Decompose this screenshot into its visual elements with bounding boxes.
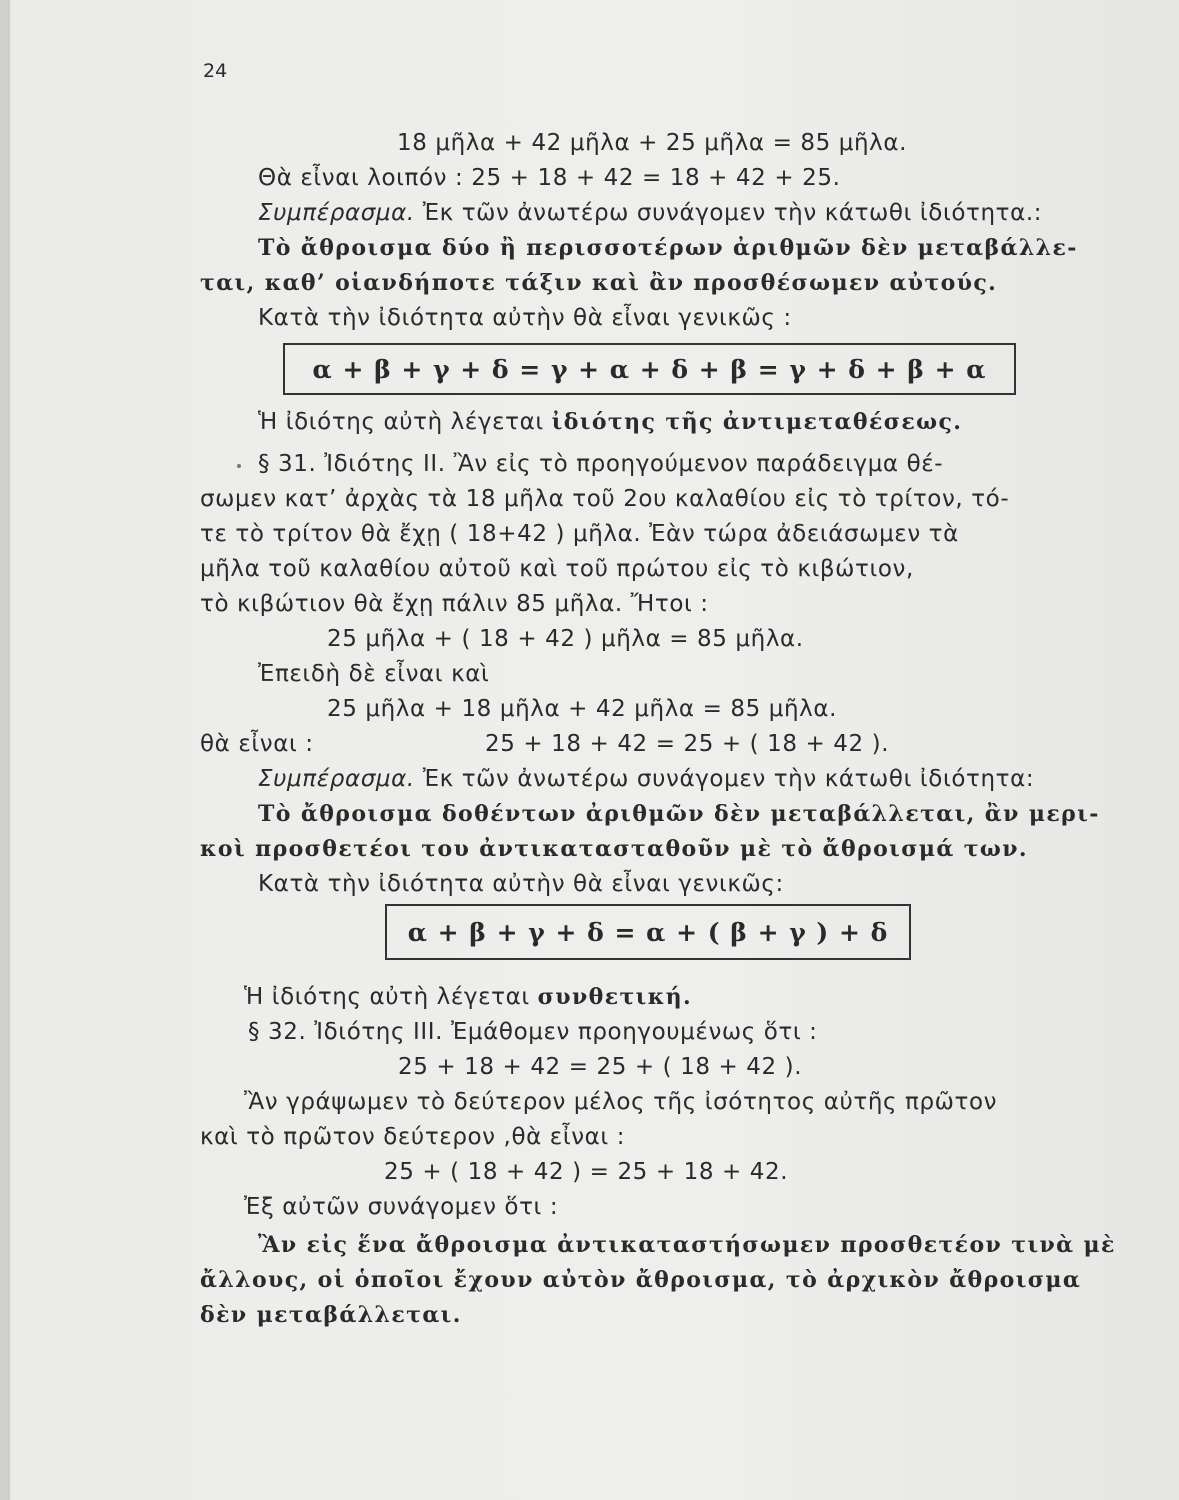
property-name-commutative: ἰδιότης τῆς ἀντιμεταθέσεως. xyxy=(551,409,963,435)
section-31-since: Ἐπειδὴ δὲ εἶναι καὶ xyxy=(258,661,490,687)
section-31-will-be: θὰ εἶναι : xyxy=(200,731,314,757)
general-intro-2: Κατὰ τὴν ἰδιότητα αὐτὴν θὰ εἶναι γενικῶς: xyxy=(258,871,784,897)
section-31-line-5: τὸ κιβώτιον θὰ ἔχῃ πάλιν 85 μῆλα. Ἤτοι : xyxy=(200,591,709,617)
page-number: 24 xyxy=(203,60,228,82)
section-32-heading: § 32. Ἰδιότης ΙΙΙ. xyxy=(248,1019,444,1045)
section-31-equation-1: 25 μῆλα + ( 18 + 42 ) μῆλα = 85 μῆλα. xyxy=(327,626,804,652)
property-name-prefix-2: Ἡ ἰδιότης αὐτὴ λέγεται xyxy=(244,984,538,1010)
section-32-line-2: Ἂν γράψωμεν τὸ δεύτερον μέλος τῆς ἰσότητος αὐτῆς πρῶτον xyxy=(244,1089,998,1115)
section-32-equation-1: 25 + 18 + 42 = 25 + ( 18 + 42 ). xyxy=(398,1054,803,1080)
commutative-rule-line-2: ται, καθ’ οἱανδήποτε τάξιν καὶ ἂν προσθέσωμεν αὐτούς. xyxy=(200,270,998,296)
conclusion-text: Ἐκ τῶν ἀνωτέρω συνάγομεν τὴν κάτωθι ἰδιότητα.: xyxy=(414,200,1043,226)
commutative-rule-line-1: Τὸ ἄθροισμα δύο ἢ περισσοτέρων ἀριθμῶν δὲν μεταβάλλε- xyxy=(258,235,1078,261)
associative-formula-box xyxy=(385,904,911,960)
commutative-example: Θὰ εἶναι λοιπόν : 25 + 18 + 42 = 18 + 42 + 25. xyxy=(258,165,841,191)
property-name-prefix: Ἡ ἰδιότης αὐτὴ λέγεται xyxy=(258,409,552,435)
section-31-line-4: μῆλα τοῦ καλαθίου αὐτοῦ καὶ τοῦ πρώτου εἰς τὸ κιβώτιον, xyxy=(200,556,914,582)
section-32-equation-2: 25 + ( 18 + 42 ) = 25 + 18 + 42. xyxy=(384,1159,789,1185)
substitution-rule-line-1: Ἂν εἰς ἕνα ἄθροισμα ἀντικαταστήσωμεν προσθετέον τινὰ μὲ xyxy=(258,1232,1116,1258)
page-edge-shadow xyxy=(0,0,10,1500)
property-name-line-1 xyxy=(258,407,962,437)
section-31-equation-3: 25 + 18 + 42 = 25 + ( 18 + 42 ). xyxy=(485,731,890,757)
section-31-line-1 xyxy=(258,449,943,479)
section-31-heading: § 31. Ἰδιότης ΙΙ. xyxy=(258,451,446,477)
section-31-line-2: σωμεν κατ’ ἀρχὰς τὰ 18 μῆλα τοῦ 2ου καλαθίου εἰς τὸ τρίτον, τό- xyxy=(200,486,1010,512)
apples-equation: 18 μῆλα + 42 μῆλα + 25 μῆλα = 85 μῆλα. xyxy=(397,130,908,156)
property-name-associative: συνθετική. xyxy=(537,984,693,1010)
associative-rule-line-1: Τὸ ἄθροισμα δοθέντων ἀριθμῶν δὲν μεταβάλλεται, ἂν μερι- xyxy=(258,801,1100,827)
section-31-line-1-text: Ἂν εἰς τὸ προηγούμενον παράδειγμα θέ- xyxy=(445,451,944,477)
margin-mark xyxy=(237,464,241,468)
associative-rule-line-2: κοὶ προσθετέοι του ἀντικατασταθοῦν μὲ τὸ ἄθροισμά των. xyxy=(200,836,1028,862)
commutative-formula-box xyxy=(283,343,1016,395)
conclusion-line-2 xyxy=(258,764,1034,794)
section-32-line-1 xyxy=(248,1017,818,1047)
conclusion-label: Συμπέρασμα. xyxy=(258,200,415,226)
conclusion-label-2: Συμπέρασμα. xyxy=(258,766,415,792)
section-31-equation-2: 25 μῆλα + 18 μῆλα + 42 μῆλα = 85 μῆλα. xyxy=(327,696,838,722)
section-31-line-3: τε τὸ τρίτον θὰ ἔχῃ ( 18+42 ) μῆλα. Ἐὰν τώρα ἀδειάσωμεν τὰ xyxy=(200,521,959,547)
substitution-rule-line-3: δὲν μεταβάλλεται. xyxy=(200,1302,462,1328)
general-intro-1: Κατὰ τὴν ἰδιότητα αὐτὴν θὰ εἶναι γενικῶς : xyxy=(258,305,792,331)
property-name-line-2 xyxy=(244,982,692,1012)
conclusion-line-1 xyxy=(258,198,1042,228)
section-32-line-3: καὶ τὸ πρῶτον δεύτερον ,θὰ εἶναι : xyxy=(200,1124,626,1150)
section-32-line-4: Ἐξ αὐτῶν συνάγομεν ὅτι : xyxy=(244,1194,559,1220)
commutative-formula: α + β + γ + δ = γ + α + δ + β = γ + δ + β + α xyxy=(312,354,987,384)
conclusion-text-2: Ἐκ τῶν ἀνωτέρω συνάγομεν τὴν κάτωθι ἰδιότητα: xyxy=(414,766,1035,792)
substitution-rule-line-2: ἄλλους, οἱ ὁποῖοι ἔχουν αὐτὸν ἄθροισμα, τὸ ἀρχικὸν ἄθροισμα xyxy=(200,1267,1082,1293)
section-32-line-1-text: Ἐμάθομεν προηγουμένως ὅτι : xyxy=(443,1019,818,1045)
associative-formula: α + β + γ + δ = α + ( β + γ ) + δ xyxy=(407,917,889,947)
